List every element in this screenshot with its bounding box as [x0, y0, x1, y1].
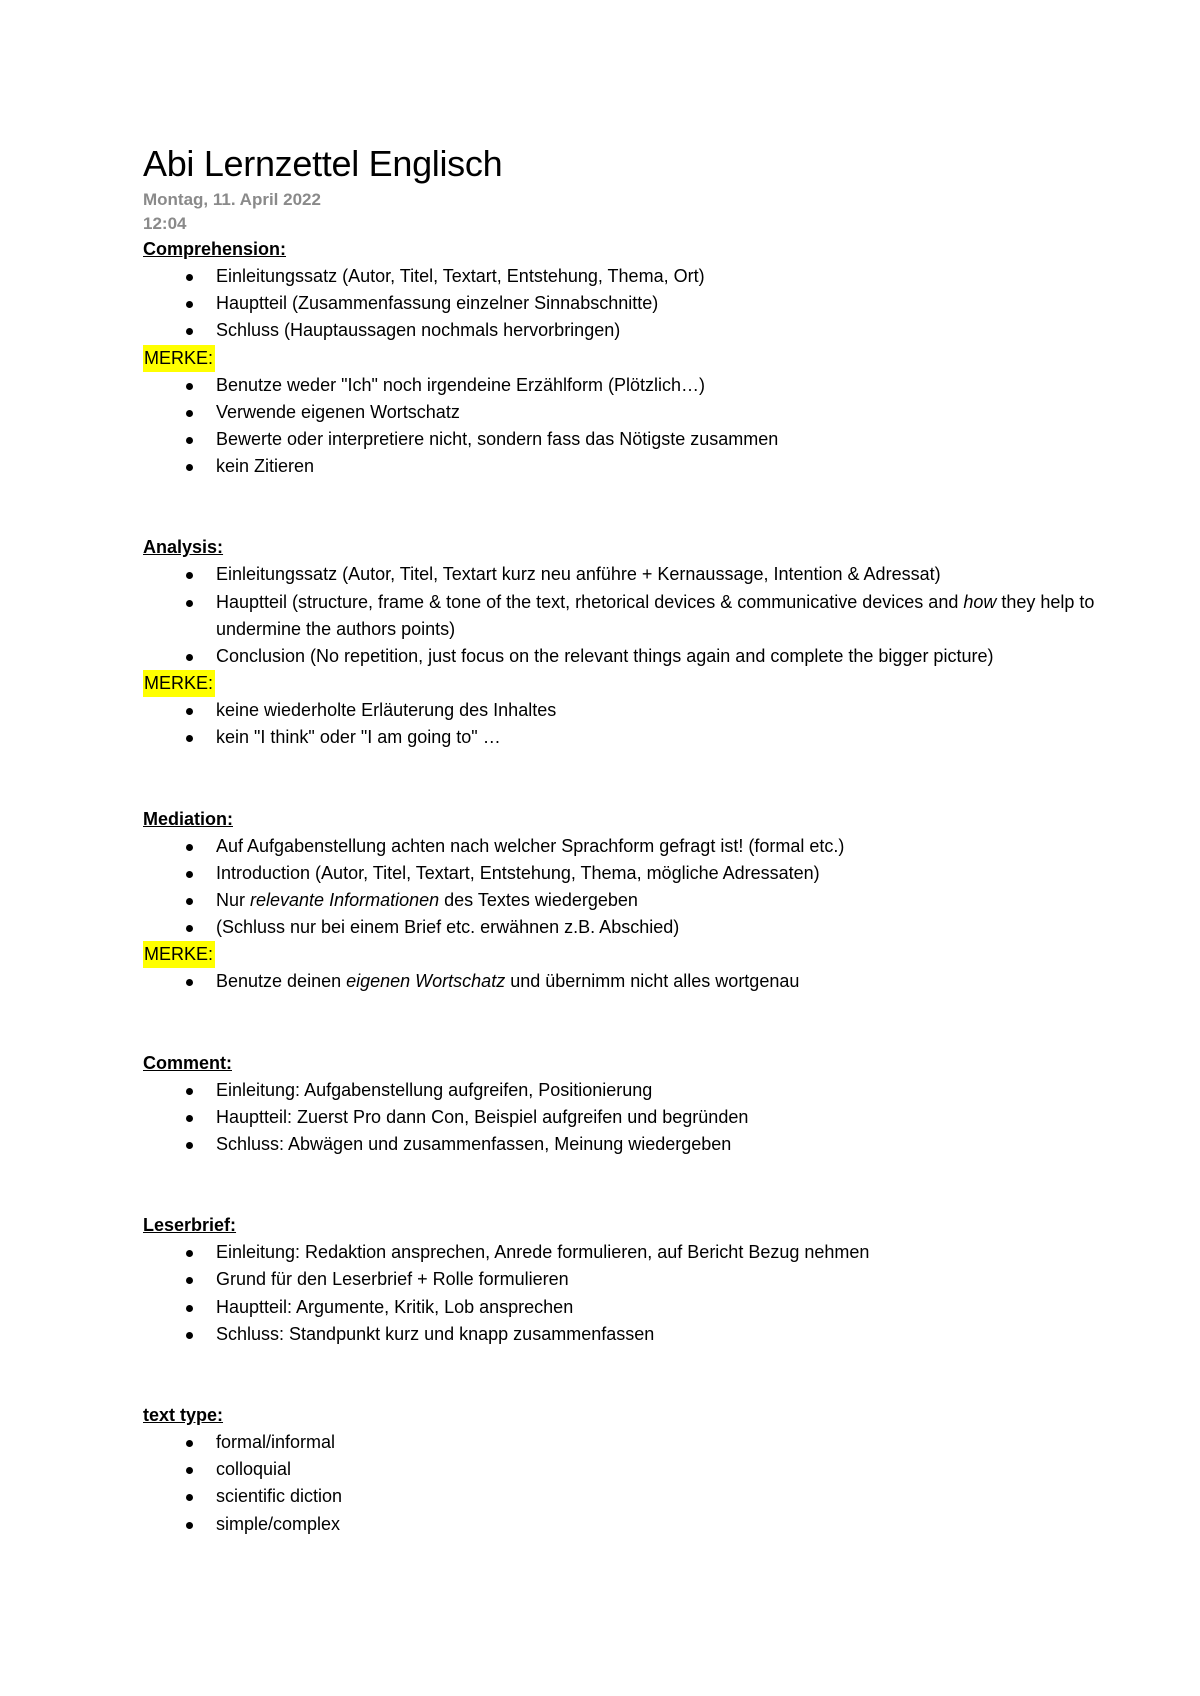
list-item: kein "I think" oder "I am going to" …: [216, 724, 1103, 751]
list-item: Schluss (Hauptaussagen nochmals hervorbringen): [216, 317, 1103, 344]
list-item: Verwende eigenen Wortschatz: [216, 399, 1103, 426]
bullet-list: [143, 1429, 1103, 1538]
list-item: Hauptteil: Zuerst Pro dann Con, Beispiel aufgreifen und begründen: [216, 1104, 1103, 1131]
section-comprehension: [143, 236, 1103, 480]
section-heading: Leserbrief:: [143, 1215, 237, 1236]
list-item: kein Zitieren: [216, 453, 1103, 480]
list-item: colloquial: [216, 1456, 1103, 1483]
section-comment: [143, 1050, 1103, 1159]
list-item: Einleitung: Aufgabenstellung aufgreifen, Positionierung: [216, 1077, 1103, 1104]
list-item: [216, 887, 1103, 914]
section-text-type: [143, 1402, 1103, 1538]
list-item: Schluss: Abwägen und zusammenfassen, Meinung wiedergeben: [216, 1131, 1103, 1158]
list-item: Schluss: Standpunkt kurz und knapp zusammenfassen: [216, 1321, 1103, 1348]
list-item: Auf Aufgabenstellung achten nach welcher Sprachform gefragt ist! (formal etc.): [216, 833, 1103, 860]
bullet-list: [143, 561, 1103, 670]
section-heading: Comment:: [143, 1052, 232, 1073]
bullet-list: [143, 263, 1103, 345]
list-item: (Schluss nur bei einem Brief etc. erwähnen z.B. Abschied): [216, 914, 1103, 941]
list-item: Einleitung: Redaktion ansprechen, Anrede formulieren, auf Bericht Bezug nehmen: [216, 1239, 1103, 1266]
bullet-list: [143, 1239, 1103, 1348]
section-heading: Comprehension:: [143, 239, 287, 259]
section-heading: text type:: [143, 1405, 224, 1426]
text-run: des Textes wiedergeben: [439, 890, 638, 911]
section-analysis: [143, 534, 1103, 751]
text-run: Nur: [216, 890, 251, 911]
list-item: Hauptteil: Argumente, Kritik, Lob ansprechen: [216, 1294, 1103, 1321]
text-run: they help to undermine the authors points): [216, 591, 1095, 639]
list-item: Introduction (Autor, Titel, Textart, Entstehung, Thema, mögliche Adressaten): [216, 860, 1103, 887]
list-item: Benutze weder "Ich" noch irgendeine Erzählform (Plötzlich…): [216, 372, 1103, 399]
bullet-list: [143, 1077, 1103, 1159]
merke-list: [143, 697, 1103, 751]
note-time: 12:04: [143, 214, 187, 233]
page-title: Abi Lernzettel Englisch: [143, 143, 503, 184]
merke-label: MERKE:: [143, 941, 215, 968]
merke-label: MERKE:: [143, 345, 215, 372]
section-heading: Mediation:: [143, 808, 233, 829]
text-run: Hauptteil (structure, frame & tone of the text, rhetorical devices & communicative devices and: [216, 591, 964, 612]
merke-label: MERKE:: [143, 670, 215, 697]
emphasis-text: eigenen Wortschatz: [346, 971, 506, 992]
emphasis-text: how: [963, 591, 997, 612]
text-run: Benutze deinen: [216, 971, 347, 992]
note-date: Montag, 11. April 2022: [143, 190, 321, 209]
list-item: simple/complex: [216, 1511, 1103, 1538]
list-item: scientific diction: [216, 1483, 1103, 1510]
note-page: [143, 140, 1103, 1538]
list-item: Conclusion (No repetition, just focus on the relevant things again and complete the bigger picture): [216, 643, 1103, 670]
merke-list: [143, 372, 1103, 481]
emphasis-text: relevante Informationen: [250, 890, 440, 911]
list-item: [216, 968, 1103, 995]
section-mediation: [143, 806, 1103, 996]
section-leserbrief: [143, 1212, 1103, 1348]
list-item: Hauptteil (Zusammenfassung einzelner Sinnabschnitte): [216, 290, 1103, 317]
list-item: Grund für den Leserbrief + Rolle formulieren: [216, 1266, 1103, 1293]
text-run: und übernimm nicht alles wortgenau: [505, 971, 800, 992]
merke-list: [143, 968, 1103, 995]
list-item: Einleitungssatz (Autor, Titel, Textart, Entstehung, Thema, Ort): [216, 263, 1103, 290]
bullet-list: [143, 833, 1103, 942]
list-item: keine wiederholte Erläuterung des Inhaltes: [216, 697, 1103, 724]
section-heading: Analysis:: [143, 537, 224, 558]
list-item: [216, 589, 1103, 643]
list-item: Bewerte oder interpretiere nicht, sondern fass das Nötigste zusammen: [216, 426, 1103, 453]
list-item: Einleitungssatz (Autor, Titel, Textart kurz neu anführe + Kernaussage, Intention & Adressat): [216, 561, 1103, 588]
list-item: formal/informal: [216, 1429, 1103, 1456]
